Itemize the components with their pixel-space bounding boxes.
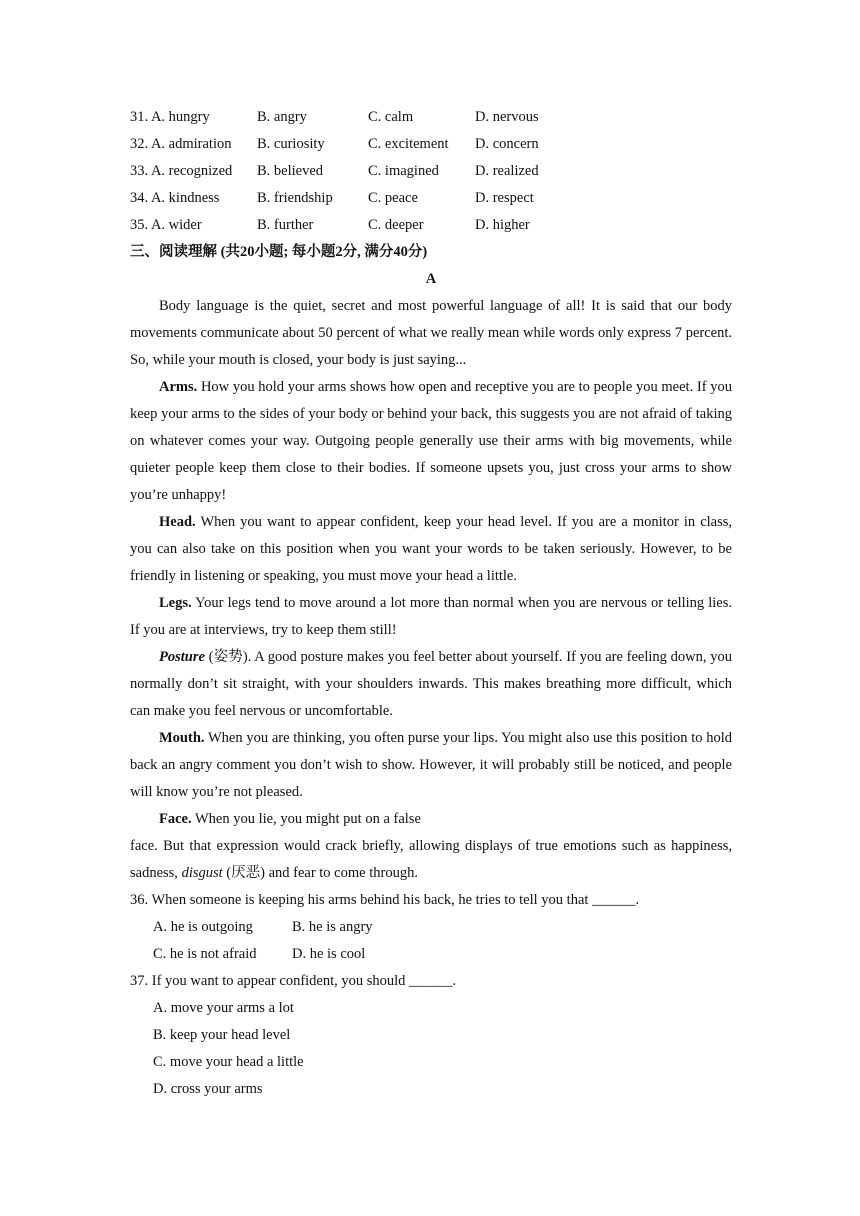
- option-row-32: [130, 131, 732, 158]
- paragraph-posture: [130, 644, 732, 725]
- text-face-1: When you lie, you might put on a false: [191, 811, 421, 827]
- paragraph-face-1: [130, 806, 732, 833]
- option-d: D. respect: [475, 190, 534, 206]
- text-mouth: When you are thinking, you often purse your lips. You might also use this position to hold back an angry comment you don’t wish to show. However, it will probably still be noticed, and people will know you’re not pleased.: [130, 730, 732, 800]
- text-head: When you want to appear confident, keep your head level. If you are a monitor in class, you can also take on this position when you want your words to be taken seriously. However, to be friendly in listening or speaking, you must move your head a little.: [130, 514, 732, 584]
- option-b: B. curiosity: [257, 136, 325, 152]
- passage-label: A: [425, 271, 437, 287]
- option-c: C. calm: [368, 109, 414, 125]
- text-legs: Your legs tend to move around a lot more than normal when you are nervous or telling lies. If you are at interviews, try to keep them still!: [130, 595, 732, 638]
- option-a: 34. A. kindness: [130, 190, 220, 206]
- cloze-options-list: [130, 104, 732, 239]
- question-36-option-b[interactable]: B. he is angry: [292, 919, 373, 935]
- paragraph-mouth: [130, 725, 732, 806]
- question-37-option-d[interactable]: D. cross your arms: [153, 1081, 263, 1097]
- option-row-31: [130, 104, 732, 131]
- option-c: C. deeper: [368, 217, 424, 233]
- text-face-3: (厌恶) and fear to come through.: [222, 865, 418, 881]
- question-37-option-b[interactable]: B. keep your head level: [153, 1027, 291, 1043]
- paragraph-face-2: [130, 833, 732, 887]
- text-posture: (姿势). A good posture makes you feel better about yourself. If you are feeling down, you normally don’t sit straight, with your shoulders inwards. This makes breathing more difficult, which can make you feel nervous or uncomfortable.: [130, 649, 732, 719]
- option-a: 33. A. recognized: [130, 163, 233, 179]
- term-head: Head.: [159, 514, 196, 530]
- section-title: 三、阅读理解 (共20小题; 每小题2分, 满分40分): [130, 244, 428, 260]
- question-36-option-a[interactable]: A. he is outgoing: [153, 919, 253, 935]
- option-c: C. peace: [368, 190, 418, 206]
- question-37-option-c[interactable]: C. move your head a little: [153, 1054, 304, 1070]
- question-36-option-c[interactable]: C. he is not afraid: [153, 946, 257, 962]
- term-arms: Arms.: [159, 379, 198, 395]
- option-c: C. imagined: [368, 163, 439, 179]
- option-c: C. excitement: [368, 136, 449, 152]
- text-arms: How you hold your arms shows how open and receptive you are to people you meet. If you keep your arms to the sides of your body or behind your back, this suggests you are not afraid of taking on whatever comes your way. Outgoing people generally use their arms with big movements, while quieter people keep them close to their bodies. If someone upsets you, just cross your arms to show you’re unhappy!: [130, 379, 732, 503]
- exam-page: [130, 104, 732, 1103]
- option-d: D. realized: [475, 163, 539, 179]
- term-posture: Posture: [159, 649, 205, 665]
- paragraph-head: [130, 509, 732, 590]
- option-row-33: [130, 158, 732, 185]
- term-face: Face.: [159, 811, 192, 827]
- option-d: D. nervous: [475, 109, 539, 125]
- option-d: D. concern: [475, 136, 539, 152]
- option-row-35: [130, 212, 732, 239]
- question-37-stem: 37. If you want to appear confident, you should ______.: [130, 973, 457, 989]
- option-b: B. further: [257, 217, 314, 233]
- question-36-option-d[interactable]: D. he is cool: [292, 946, 366, 962]
- option-d: D. higher: [475, 217, 530, 233]
- question-37-option-a[interactable]: A. move your arms a lot: [153, 1000, 294, 1016]
- question-36-options-row-1: [130, 914, 732, 941]
- term-disgust: disgust: [181, 865, 223, 881]
- text-face-2: face. But that expression would crack briefly, allowing displays of true emotions such as happiness, sadness,: [130, 838, 732, 881]
- question-36-options-row-2: [130, 941, 732, 968]
- passage-intro: Body language is the quiet, secret and most powerful language of all! It is said that our body movements communicate about 50 percent of what we really mean while words only express 7 percent. So, while your mouth is closed, your body is just saying...: [130, 298, 732, 368]
- option-a: 31. A. hungry: [130, 109, 210, 125]
- term-mouth: Mouth.: [159, 730, 205, 746]
- option-row-34: [130, 185, 732, 212]
- paragraph-arms: [130, 374, 732, 509]
- option-b: B. believed: [257, 163, 324, 179]
- option-b: B. angry: [257, 109, 307, 125]
- question-36-stem: 36. When someone is keeping his arms behind his back, he tries to tell you that ______.: [130, 892, 640, 908]
- option-a: 35. A. wider: [130, 217, 202, 233]
- option-b: B. friendship: [257, 190, 333, 206]
- option-a: 32. A. admiration: [130, 136, 232, 152]
- term-legs: Legs.: [159, 595, 192, 611]
- paragraph-legs: [130, 590, 732, 644]
